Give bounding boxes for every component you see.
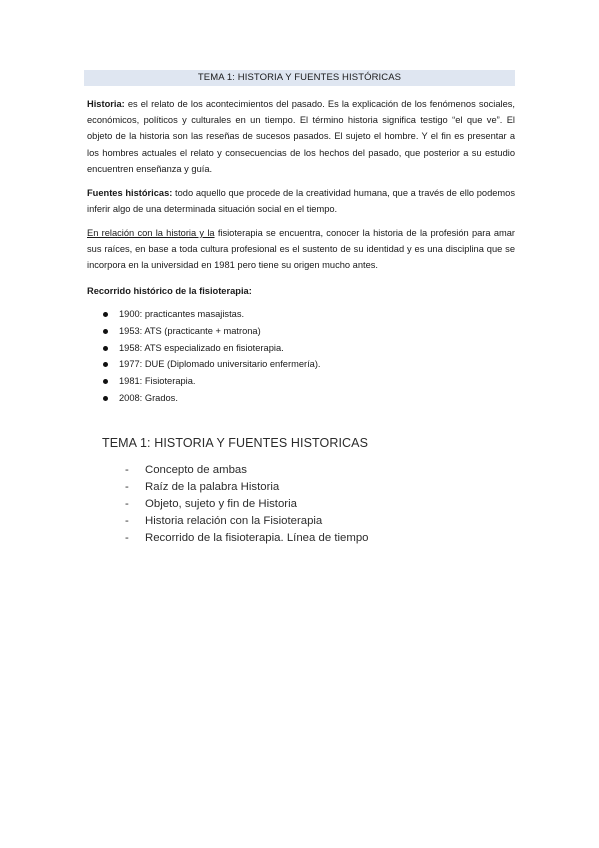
dash-icon: -: [125, 464, 129, 476]
timeline-list: [103, 306, 321, 407]
timeline-text: 1900: practicantes masajistas.: [119, 309, 245, 319]
outline-text: Historia relación con la Fisioterapia: [145, 514, 323, 527]
outline-text: Recorrido de la fisioterapia. Línea de tiempo: [145, 531, 369, 544]
document-title: TEMA 1: HISTORIA Y FUENTES HISTÓRICAS: [84, 70, 515, 86]
timeline-text: 2008: Grados.: [119, 392, 178, 403]
historia-paragraph: [87, 96, 515, 177]
list-item: [103, 373, 321, 390]
list-item: [120, 513, 369, 530]
list-item: [103, 323, 321, 340]
bullet-icon: [103, 346, 108, 351]
historia-text: es el relato de los acontecimientos del pasado. Es la explicación de los fenómenos sociales, económicos, políticos y culturales en un tiempo. El término historia significa testigo “el que ve”. El objeto de la historia son las reseñas de sucesos pasados. El sujeto el hombre. Y el fin es presentar a los hombres actuales el relato y consecuencias de los hechos del pasado, que posterior a su estudio encuentren enseñanza y guía.: [87, 99, 515, 174]
list-item: [103, 390, 321, 407]
bullet-icon: [103, 396, 108, 401]
outline-title: TEMA 1: HISTORIA Y FUENTES HISTORICAS: [102, 436, 369, 450]
timeline-text: 1981: Fisioterapia.: [119, 376, 196, 387]
relacion-paragraph: [87, 225, 515, 274]
outline-text: Objeto, sujeto y fin de Historia: [145, 497, 297, 510]
outline-text: Concepto de ambas: [145, 464, 247, 476]
dash-icon: -: [125, 514, 129, 527]
bullet-icon: [103, 312, 108, 317]
recorrido-heading: Recorrido histórico de la fisioterapia:: [87, 286, 252, 296]
list-item: [120, 530, 369, 547]
list-item: [103, 356, 321, 373]
dash-icon: -: [125, 531, 129, 544]
fuentes-term: Fuentes históricas:: [87, 188, 173, 198]
timeline-text: 1958: ATS especializado en fisioterapia.: [119, 342, 284, 353]
relacion-text: fisioterapia se encuentra, conocer la historia de la profesión para amar sus raíces, en base a toda cultura profesional es el sustento de su identidad y es una disciplina que se incorpora en la universidad en 1981 pero tiene su origen mucho antes.: [87, 228, 515, 271]
list-item: [103, 340, 321, 357]
list-item: [120, 462, 369, 479]
bullet-icon: [103, 379, 108, 384]
list-item: [120, 479, 369, 496]
bullet-icon: [103, 362, 108, 367]
dash-icon: -: [125, 497, 129, 510]
timeline-text: 1977: DUE (Diplomado universitario enfermería).: [119, 359, 321, 370]
fuentes-paragraph: [87, 185, 515, 217]
outline-text: Raíz de la palabra Historia: [145, 480, 280, 493]
fuentes-text: todo aquello que procede de la creatividad humana, que a través de ello podemos inferir algo de una determinada situación social en el tiempo.: [87, 188, 515, 215]
list-item: [120, 496, 369, 513]
outline-list: [120, 462, 369, 547]
relacion-underlined: En relación con la historia y la: [87, 228, 215, 238]
dash-icon: -: [125, 480, 129, 493]
bullet-icon: [103, 329, 108, 334]
timeline-text: 1953: ATS (practicante + matrona): [119, 325, 261, 336]
list-item: [103, 306, 321, 323]
historia-term: Historia:: [87, 99, 125, 109]
